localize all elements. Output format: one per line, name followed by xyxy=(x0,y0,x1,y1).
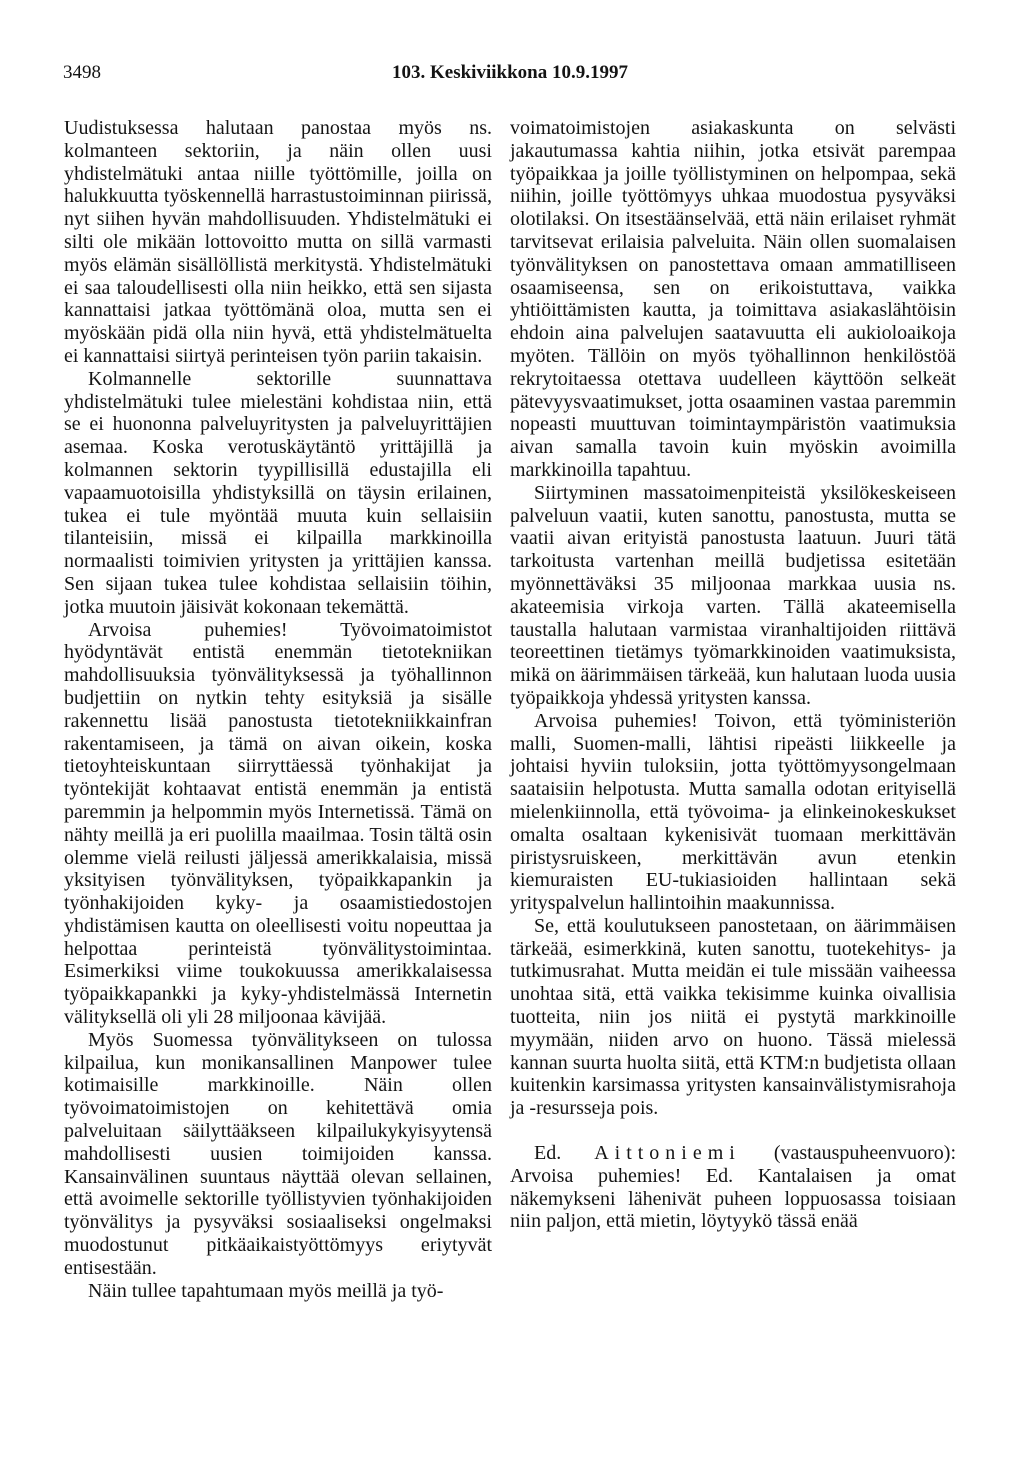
paragraph: Uudistuksessa halutaan panostaa myös ns. kolmanteen sektoriin, ja näin ollen uusi yhdistelmätuki antaa niille työttömille, joilla on halukkuutta työskennellä harrastustoiminnan piirissä, nyt siihen hyvän mahdollisuuden. Yhdistelmätuki ei silti ole mikään lottovoitto mutta on sillä varmasti myös elämän sisällöllistä merkitystä. Yhdistelmätuki ei saa taloudellisesti olla niin heikko, että sen sijasta kannattaisi jatkaa työttömänä oloa, mutta sen ei myöskään pidä olla niin hyvä, että yhdistelmätuelta ei kannattaisi siirtyä perinteisen työn pariin takaisin. xyxy=(64,117,492,367)
paragraph: Kolmannelle sektorille suunnattava yhdistelmätuki tulee mielestäni kohdistaa niin, että se ei huononna palveluyritysten ja palveluyrittäjien asemaa. Koska verotuskäytäntö yrittäjillä ja kolmannen sektorin tyypillisillä edustajilla eli vapaamuotoisilla yhdistyksillä on täysin erilainen, tukea ei tule myöntää muuta kuin sellaisiin tilanteisiin, missä ei kilpailla markkinoilla normaalisti toimivien yritysten ja yrittäjien kanssa. Sen sijaan tukea tulee kohdistaa sellaisiin töihin, jotka muutoin jäisivät kokonaan tekemättä. xyxy=(64,367,492,618)
page-number: 3498 xyxy=(63,62,101,83)
paragraph: Arvoisa puhemies! Työvoimatoimistot hyödyntävät entistä enemmän tietotekniikan mahdollisuuksia työnvälityksessä ja työhallinnon budjettiin on nytkin tehty esityksiä ja sisälle rakennettu lisää panostusta tietotekniikkainfran rakentamiseen, ja tämä on aivan oikein, koska tietoyhteiskuntaan siirryttäessä työnhakijat ja työntekijät kohtaavat entistä enemmän ja entistä paremmin ja helpommin myös Internetissä. Tämä on nähty meillä ja eri puolilla maailmaa. Tosin tältä osin olemme vielä reilusti jäljessä amerikkalaisia, missä yksityisen työnvälityksen, työpaikkapankin ja työnhakijoiden kyky- ja osaamistiedostojen yhdistämisen kautta on oleellisesti voitu nopeuttaa ja helpottaa perinteistä työnvälitystoimintaa. Esimerkiksi viime toukokuussa amerikkalaisessa työpaikkapankki ja kyky-yhdistelmässä Internetin välityksellä oli yli 28 miljoonaa kävijää. xyxy=(64,618,492,1029)
paragraph: Näin tullee tapahtumaan myös meillä ja työ- xyxy=(88,1279,444,1302)
right-column xyxy=(510,117,956,1233)
paragraph: Se, että koulutukseen panostetaan, on äärimmäisen tärkeää, esimerkkinä, kuten sanottu, tuotekehitys- ja tutkimusrahat. Mutta meidän ei tule missään vaiheessa unohtaa sitä, että vaikka tekisimme kuinka oivallisia tuotteita, niin jos niitä ei pystytä markkinoille myymään, niiden arvo on huono. Tässä mielessä kannan suurta huolta siitä, että KTM:n budjetista ollaan kuitenkin karsimassa yritysten kansainvälistymisrahoja ja -resursseja pois. xyxy=(510,914,956,1120)
paragraph: voimatoimistojen asiakaskunta on selvästi jakautumassa kahtia niihin, jotka etsivät parempaa työpaikkaa ja joille työllistyminen on helpompaa, sekä niihin, joille työttömyys uhkaa muodostua pysyväksi olotilaksi. On itsestäänselvää, että näin erilaiset ryhmät tarvitsevat erilaisia palveluita. Näin ollen suomalaisen työnvälityksen on panostettava omaan ammatilliseen osaamiseensa, sen on erikoistuttava, vaikka yhtiöittämisten kautta, ja toimittava asiakaslähtöisin ehdoin aina palvelujen saatavuutta eli aukioloaikoja myöten. Tällöin on myös työhallinnon henkilöstöä rekrytoitaessa otettava uudelleen käyttöön selkeät pätevyysvaatimukset, jotta osaaminen vastaa paremmin nopeasti muuttuvan toimintaympäristön vaatimuksia aivan samalla tavoin kuin myöskin avoimilla markkinoilla tapahtuu. xyxy=(510,117,956,481)
speaker-title: Ed. xyxy=(534,1142,562,1165)
paragraph: Siirtyminen massatoimenpiteistä yksilökeskeiseen palveluun vaatii, kuten sanottu, panostusta, mutta se vaatii aivan erityistä panostusta laatuun. Juuri tätä tarkoitusta vartenhan meillä budjetissa esitetään myönnettäväksi 35 miljoonaa markkaa uusia ns. akateemisia virkoja varten. Tällä akateemisella taustalla halutaan varmistaa viranhaltijoiden riittävä teoreettinen tietämys työmarkkinoiden vaatimuksista, mikä on äärimmäisen tärkeää, kun halutaan luoda uusia työpaikkoja yhdessä yritysten kanssa. xyxy=(510,481,956,709)
speaker-note: (vastauspuheenvuoro): xyxy=(773,1142,956,1165)
left-column xyxy=(64,117,492,1302)
page-header xyxy=(0,62,1024,86)
paragraph: Myös Suomessa työnvälitykseen on tulossa kilpailua, kun monikansallinen Manpower tulee kotimaisille markkinoille. Näin ollen työvoimatoimistojen on kehitettävä omia palveluitaan säilyttääkseen kilpailukykyisyytensä mahdollisesti uusien toimijoiden kanssa. Kansainvälinen suuntaus näyttää olevan sellainen, että avoimelle sektorille työllistyvien työnhakijoiden työnvälitys ja pysyväksi sosiaaliseksi ongelmaksi muodostunut pitkäaikaistyöttömyys eriytyvät entisestään. xyxy=(64,1028,492,1279)
reply-paragraph xyxy=(510,1142,956,1233)
speaker-name: Aittoniemi xyxy=(594,1142,741,1165)
reply-text: Arvoisa puhemies! Ed. Kantalaisen ja omat näkemykseni lähenivät puheen loppuosassa toisiaan niin paljon, että mietin, löytyykö tässä enää xyxy=(510,1164,956,1233)
paragraph: Arvoisa puhemies! Toivon, että työministeriön malli, Suomen-malli, lähtisi ripeästi liikkeelle ja johtaisi hyviin tuloksiin, jotta työttömyysongelmaan saataisiin helpotusta. Mutta samalla odotan erityisellä mielenkiinnolla, että työvoima- ja elinkeinokeskukset omalta osaltaan kykenisivät tuomaan merkittävän piristysruiskeen, merkittävän avun etenkin kiemuraisten EU-tukiasioiden hallintaan sekä yrityspalvelun hallintoihin maakunnissa. xyxy=(510,709,956,915)
session-date: 103. Keskiviikkona 10.9.1997 xyxy=(392,62,628,83)
